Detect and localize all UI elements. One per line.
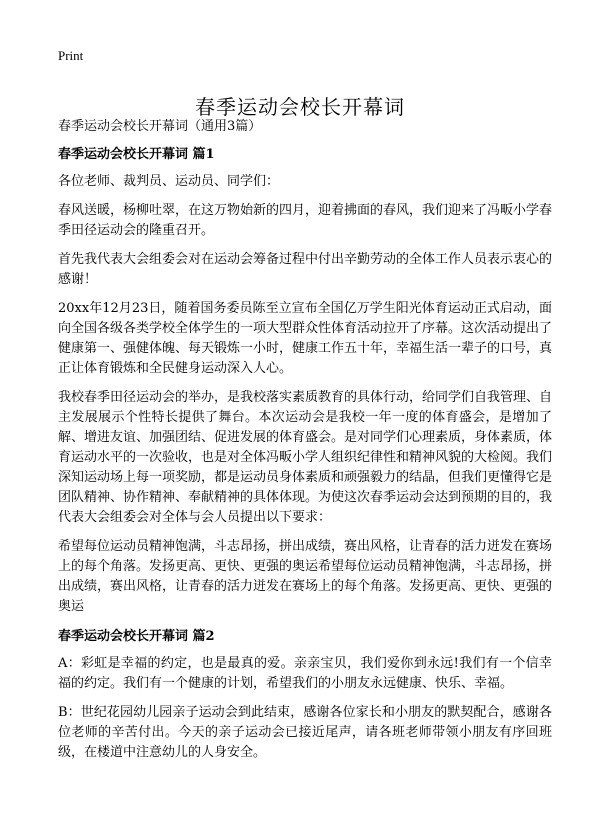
document-subtitle: 春季运动会校长开幕词（通用3篇） [58,119,262,134]
paragraph: 希望每位运动员精神饱满，斗志昂扬，拼出成绩，赛出风格，让青春的活力迸发在赛场上的每个角落。发扬更高、更快、更强的奥运希望每位运动员精神饱满，斗志昂扬，拼出成绩，赛出风格，让青春的活力迸发在赛场上的每个角落。发扬更高、更快、更强的奥运 [58,539,553,614]
paragraph: B：世纪花园幼儿园亲子运动会到此结束，感谢各位家长和小朋友的默契配合，感谢各位老师的辛苦付出。今天的亲子运动会已接近尾声，请各班老师带领小朋友有序回班级，在楼道中注意幼儿的人身安全。 [58,705,552,760]
section-1 [58,144,552,617]
print-link[interactable]: Print [58,48,84,63]
paragraph: 各位老师、裁判员、运动员、同学们： [58,174,280,189]
document-title: 春季运动会校长开幕词 [195,95,405,120]
paragraph: 我校春季田径运动会的举办，是我校落实素质教育的具体行动，给同学们自我管理、自主发展展示个性特长提供了舞台。本次运动会是我校一年一度的体育盛会，是增加了解、增进友谊、加强团结、促进发展的体育盛会。是对同学们心理素质，身体素质，体育运动水平的一次验收，也是对全体冯畈小学人组织纪律性和精神风貌的大检阅。我们深知运动场上每一项奖励，都是运动员身体素质和顽强毅力的结晶，但我们更懂得它是团队精神、协作精神、奉献精神的具体体现。为使这次春季运动会达到预期的目的，我代表大会组委会对全体与会人员提出以下要求： [58,390,553,525]
paragraph: A：彩虹是幸福的约定，也是最真的爱。亲亲宝贝，我们爱你到永远!我们有一个信幸福的约定。我们有一个健康的计划，希望我们的小朋友永远健康、快乐、幸福。 [58,656,552,691]
paragraph: 20xx年12月23日，随着国务委员陈至立宣布全国亿万学生阳光体育运动正式启动，面向全国各级各类学校全体学生的一项大型群众性体育活动拉开了序幕。这次活动提出了健康第一、强健体魄、每天锻炼一小时，健康工作五十年，幸福生活一辈子的口号，真正让体育锻炼和全民健身运动深入人心。 [58,301,553,376]
paragraph: 首先我代表大会组委会对在运动会筹备过程中付出辛勤劳动的全体工作人员表示衷心的感谢！ [58,252,553,287]
document-body [58,116,552,772]
section-2 [58,626,552,763]
section-heading: 春季运动会校长开幕词 篇1 [58,147,215,162]
section-heading: 春季运动会校长开幕词 篇2 [58,629,215,644]
paragraph: 春风送暖，杨柳吐翠，在这万物始新的四月，迎着拂面的春风，我们迎来了冯畈小学春季田径运动会的隆重召开。 [58,203,553,238]
